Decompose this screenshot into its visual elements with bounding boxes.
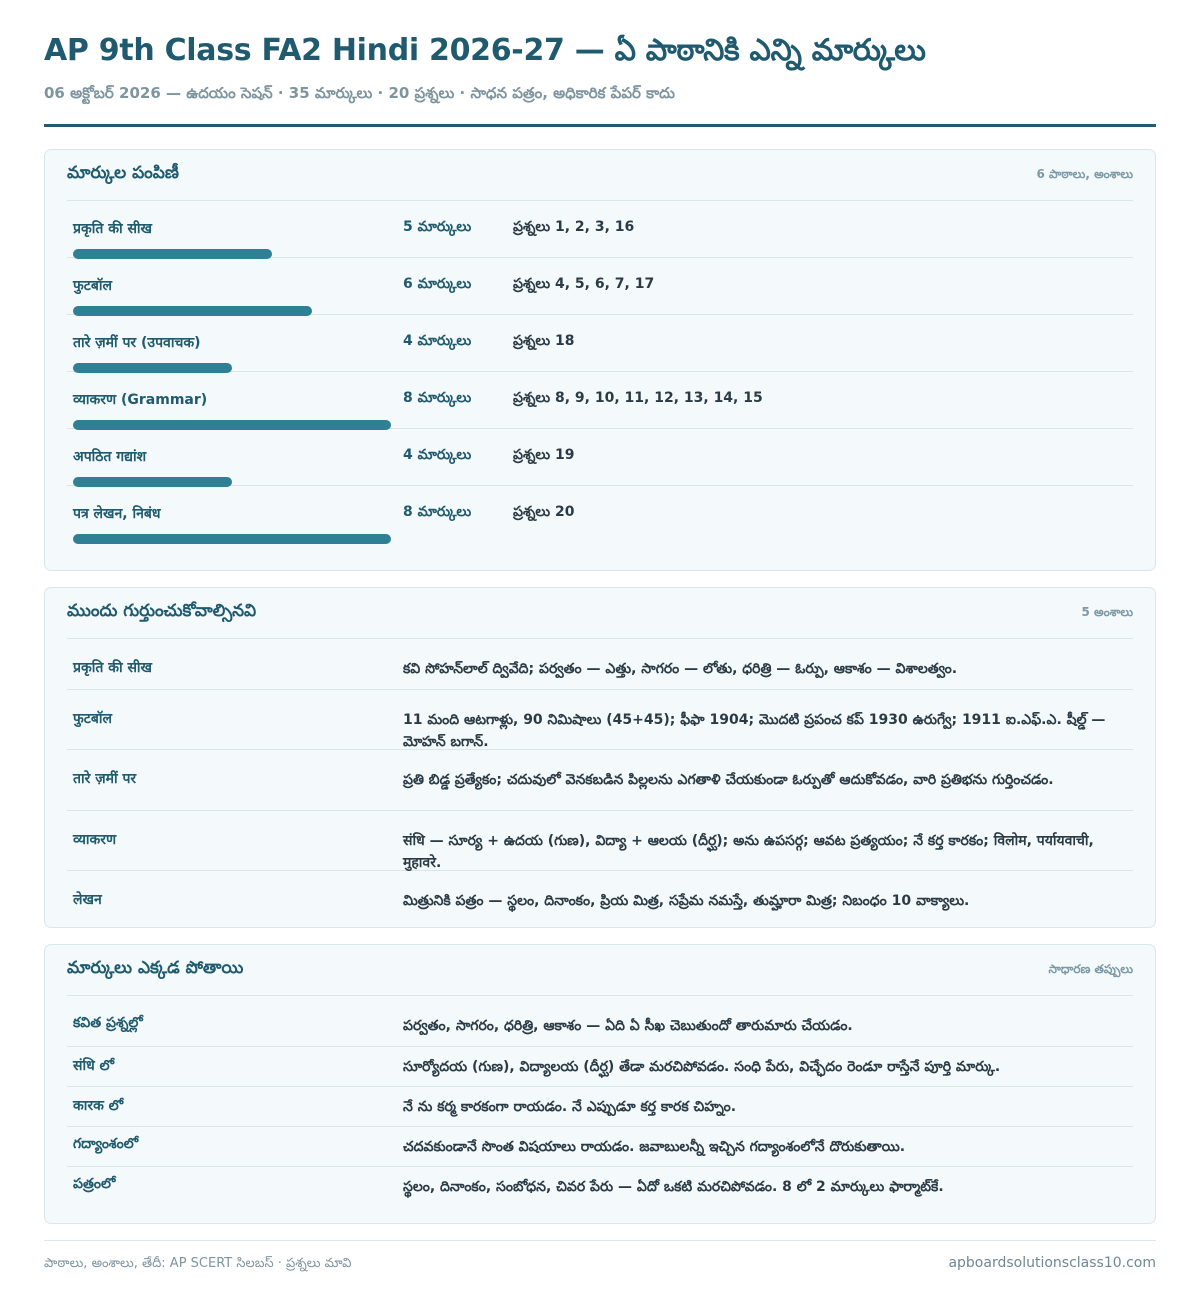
card-header — [67, 588, 1133, 639]
page-title: AP 9th Class FA2 Hindi 2026-27 — ఏ పాఠానికి ఎన్ని మార్కులు — [44, 33, 926, 68]
mistakes-card — [44, 944, 1156, 1224]
question-numbers: ప్రశ్నలు 18 — [513, 333, 575, 349]
marks-value: 4 మార్కులు — [403, 447, 472, 463]
topic-points: కవి సోహన్‌లాల్ ద్వివేది; పర్వతం — ఎత్తు, సాగరం — లోతు, ధరిత్రి — ఓర్పు, ఆకాశం — విశాలత్వం. — [403, 661, 958, 677]
card-title: ముందు గుర్తుంచుకోవాల్సినవి — [67, 601, 257, 621]
distribution-row — [67, 429, 1133, 486]
mistake-area: పత్రంలో — [73, 1176, 116, 1192]
lesson-name: प्रकृति की सीख — [73, 221, 152, 237]
topic-points: संधि — సూర్య + ఉదయ (గుణ), విద్యా + ఆలయ (దీర్ఘ); అను ఉపసర్గ; ఆవట ప్రత్యయం; నే కర్త కారకం; विलोम, पर्यायवाची, मुहावरे. — [403, 833, 1094, 871]
distribution-rows — [67, 201, 1133, 543]
mistake-row — [67, 1087, 1133, 1127]
question-numbers: ప్రశ్నలు 8, 9, 10, 11, 12, 13, 14, 15 — [513, 390, 763, 406]
mistake-description: స్థలం, దినాంకం, సంబోధన, చివర పేరు — ఏదో ఒకటి మరచిపోవడం. 8 లో 2 మార్కులు ఫార్మాట్‌కే. — [403, 1179, 944, 1195]
topic-name: व्याकरण — [73, 832, 117, 848]
distribution-row — [67, 258, 1133, 315]
remember-row — [67, 639, 1133, 690]
card-title: మార్కుల పంపిణీ — [67, 163, 179, 183]
question-numbers: ప్రశ్నలు 1, 2, 3, 16 — [513, 219, 635, 235]
topic-name: लेखन — [73, 892, 102, 908]
marks-bar — [73, 534, 391, 544]
marks-value: 4 మార్కులు — [403, 333, 472, 349]
mistake-area: कारक లో — [73, 1098, 124, 1114]
page-subtitle: 06 అక్టోబర్ 2026 — ఉదయం సెషన్ · 35 మార్కులు · 20 ప్రశ్నలు · సాధన పత్రం, అధికారిక పేపర్ కాదు — [44, 84, 675, 102]
footer-divider — [44, 1240, 1156, 1241]
distribution-row — [67, 486, 1133, 543]
topic-name: तारे ज़मीं पर — [73, 771, 137, 787]
distribution-row — [67, 201, 1133, 258]
mistake-description: చదవకుండానే సొంత విషయాలు రాయడం. జవాబులన్నీ ఇచ్చిన గద్యాంశంలోనే దొరుకుతాయి. — [403, 1139, 906, 1155]
distribution-row — [67, 372, 1133, 429]
header-divider — [44, 124, 1156, 127]
card-title: మార్కులు ఎక్కడ పోతాయి — [67, 958, 244, 978]
mistake-area: గద్యాంశంలో — [73, 1136, 139, 1152]
mistake-row — [67, 1167, 1133, 1217]
remember-row — [67, 750, 1133, 811]
lesson-name: फुटबॉल — [73, 278, 112, 294]
page-header — [44, 0, 1156, 104]
card-note: 6 పాఠాలు, అంశాలు — [1036, 166, 1133, 181]
footer-source-note: పాఠాలు, అంశాలు, తేదీ: AP SCERT సిలబస్ · ప్రశ్నలు మావి — [44, 1256, 352, 1271]
card-header — [67, 150, 1133, 201]
marks-value: 5 మార్కులు — [403, 219, 472, 235]
marks-distribution-card — [44, 149, 1156, 571]
topic-points: ప్రతి బిడ్డ ప్రత్యేకం; చదువులో వెనకబడిన పిల్లలను ఎగతాళి చేయకుండా ఓర్పుతో ఆదుకోవడం, వారి ప్రతిభను గుర్తించడం. — [403, 772, 1054, 788]
mistake-row — [67, 996, 1133, 1047]
topic-points: 11 మంది ఆటగాళ్లు, 90 నిమిషాలు (45+45); ఫీఫా 1904; మొదటి ప్రపంచ కప్ 1930 ఉరుగ్వే; 1911 ఐ.ఎఫ్.ఎ. షీల్డ్ — మోహన్ బగాన్. — [403, 712, 1106, 750]
card-header — [67, 945, 1133, 996]
remember-row — [67, 811, 1133, 871]
question-numbers: ప్రశ్నలు 19 — [513, 447, 575, 463]
remember-row — [67, 690, 1133, 750]
topic-points: మిత్రునికి పత్రం — స్థలం, దినాంకం, ప్రియ మిత్ర, సప్రేమ నమస్తే, తుమ్హారా మిత్ర; నిబంధం 10 వాక్యాలు. — [403, 893, 970, 909]
mistake-area: संधि లో — [73, 1058, 114, 1074]
marks-value: 8 మార్కులు — [403, 390, 472, 406]
lesson-name: पत्र लेखन, निबंध — [73, 506, 161, 522]
footer-site-link[interactable]: apboardsolutionsclass10.com — [948, 1255, 1156, 1271]
mistake-area: కవిత ప్రశ్నల్లో — [73, 1015, 143, 1031]
mistake-row — [67, 1127, 1133, 1167]
question-numbers: ప్రశ్నలు 4, 5, 6, 7, 17 — [513, 276, 655, 292]
mistake-description: పర్వతం, సాగరం, ధరిత్రి, ఆకాశం — ఏది ఏ సీఖ చెబుతుందో తారుమారు చేయడం. — [403, 1018, 853, 1034]
question-numbers: ప్రశ్నలు 20 — [513, 504, 575, 520]
lesson-name: तारे ज़मीं पर (उपवाचक) — [73, 335, 201, 351]
card-note: 5 అంశాలు — [1081, 604, 1133, 619]
mistake-description: నే ను కర్మ కారకంగా రాయడం. నే ఎప్పుడూ కర్త కారక చిహ్నం. — [403, 1099, 737, 1115]
lesson-name: व्याकरण (Grammar) — [73, 392, 208, 408]
marks-value: 8 మార్కులు — [403, 504, 472, 520]
mistake-row — [67, 1047, 1133, 1087]
remember-card — [44, 587, 1156, 928]
card-note: సాధారణ తప్పులు — [1048, 961, 1133, 976]
topic-name: फुटबॉल — [73, 711, 112, 727]
lesson-name: अपठित गद्यांश — [73, 449, 147, 465]
remember-row — [67, 871, 1133, 926]
mistake-description: సూర్యోదయ (గుణ), విద్యాలయ (దీర్ఘ) తేడా మరచిపోవడం. సంధి పేరు, విచ్ఛేదం రెండూ రాస్తేనే పూర్తి మార్కు. — [403, 1059, 1001, 1075]
marks-value: 6 మార్కులు — [403, 276, 472, 292]
distribution-row — [67, 315, 1133, 372]
topic-name: प्रकृति की सीख — [73, 660, 152, 676]
